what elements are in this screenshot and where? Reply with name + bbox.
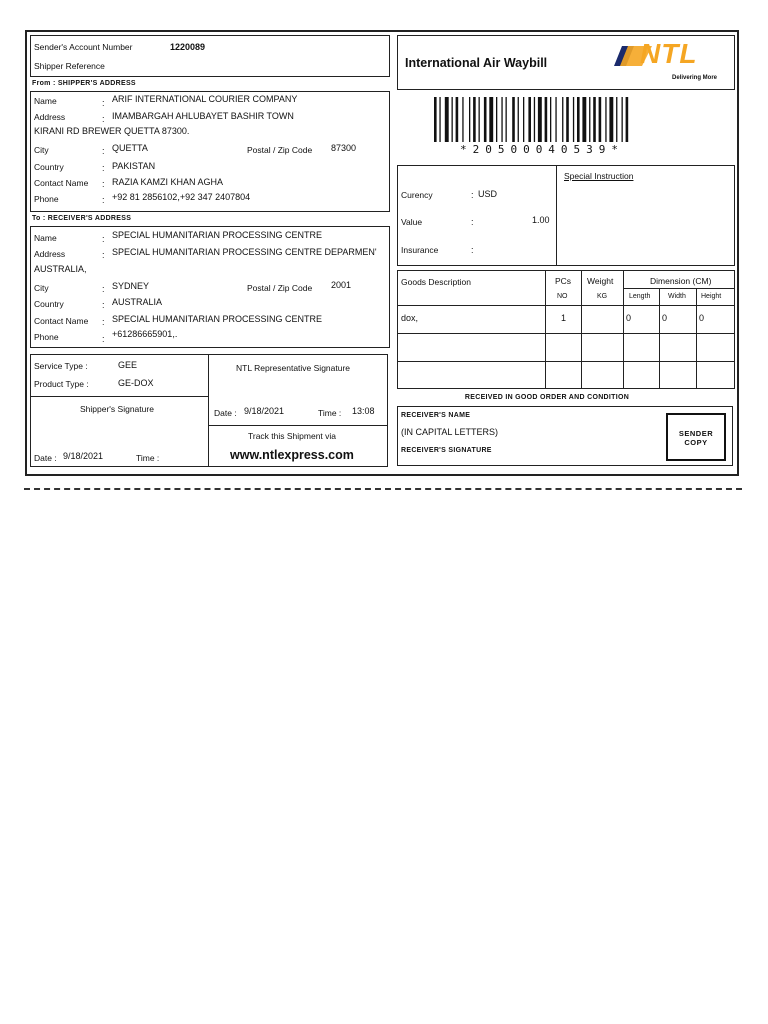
receiver-phone: +61286665901,. [112, 329, 178, 339]
rep-time-label: Time : [318, 408, 342, 418]
service-type-label: Service Type : [34, 361, 88, 371]
product-type: GE-DOX [118, 378, 154, 388]
shipper-section-title: From : SHIPPER'S ADDRESS [32, 80, 136, 87]
shipper-postal: 87300 [331, 143, 357, 153]
shipper-date: 9/18/2021 [63, 451, 104, 461]
shipper-contact: RAZIA KAMZI KHAN AGHA [112, 177, 224, 187]
account-number-value: 1220089 [170, 42, 206, 52]
goods-row1-desc: dox, [401, 313, 419, 323]
track-shipment-label: Track this Shipment via [248, 431, 337, 441]
receiver-country-label: Country [34, 299, 64, 309]
shipper-city: QUETTA [112, 143, 148, 153]
shipper-phone: +92 81 2856102,+92 347 2407804 [112, 192, 251, 202]
track-url-link[interactable]: www.ntlexpress.com [230, 448, 354, 462]
goods-row1-length: 0 [626, 313, 632, 323]
barcode-icon [432, 97, 652, 142]
currency-label: Curency [401, 190, 433, 200]
weight-unit-header: KG [597, 293, 608, 300]
receiver-contact-label: Contact Name [34, 316, 89, 326]
shipper-address-line2: KIRANI RD BREWER QUETTA 87300. [34, 126, 190, 136]
goods-description-header: Goods Description [401, 277, 471, 287]
receiver-address-line2: AUSTRALIA, [34, 264, 87, 274]
barcode-text: *20500040539* [459, 143, 625, 156]
shipper-date-label: Date : [34, 453, 57, 463]
ntl-rep-signature-label: NTL Representative Signature [236, 363, 351, 373]
goods-row1-width: 0 [662, 313, 668, 323]
shipper-time-label: Time : [136, 453, 160, 463]
insurance-label: Insurance [401, 245, 439, 255]
goods-row1-pcs: 1 [561, 313, 567, 323]
rep-date: 9/18/2021 [244, 406, 285, 416]
received-title: RECEIVED IN GOOD ORDER AND CONDITION [464, 394, 630, 401]
receiver-signature-label: RECEIVER'S SIGNATURE [401, 447, 492, 454]
shipper-address-label: Address [34, 112, 66, 122]
product-type-label: Product Type : [34, 379, 89, 389]
shipper-country: PAKISTAN [112, 161, 156, 171]
height-header: Height [701, 293, 722, 300]
waybill-title: International Air Waybill [405, 56, 548, 70]
pcs-unit-header: NO [557, 293, 568, 300]
shipper-name: ARIF INTERNATIONAL COURIER COMPANY [112, 94, 298, 104]
value-label: Value [401, 217, 423, 227]
shipper-postal-label: Postal / Zip Code [247, 145, 313, 155]
pcs-header: PCs [555, 276, 572, 286]
shipper-address-line1: IMAMBARGAH AHLUBAYET BASHIR TOWN [112, 111, 294, 121]
receiver-phone-label: Phone [34, 332, 59, 342]
shipper-country-label: Country [34, 162, 64, 172]
shipper-reference-label: Shipper Reference [34, 61, 105, 71]
shipper-city-label: City [34, 145, 49, 155]
sender-copy-line1: SENDER [678, 429, 714, 438]
receiver-address-label: Address [34, 249, 66, 259]
capital-letters-label: (IN CAPITAL LETTERS) [401, 427, 499, 437]
shipper-contact-label: Contact Name [34, 178, 89, 188]
cut-line [24, 488, 742, 490]
receiver-name-label: RECEIVER'S NAME [401, 412, 471, 419]
length-header: Length [629, 293, 651, 300]
rep-date-label: Date : [214, 408, 237, 418]
receiver-section-title: To : RECEIVER'S ADDRESS [32, 215, 132, 222]
width-header: Width [668, 293, 686, 300]
weight-header: Weight [587, 276, 614, 286]
receiver-country: AUSTRALIA [112, 297, 163, 307]
shipper-phone-label: Phone [34, 194, 59, 204]
account-number-label: Sender's Account Number [34, 42, 133, 52]
shipper-name-label: Name [34, 96, 57, 106]
sender-copy-stamp [666, 413, 726, 461]
receiver-name: SPECIAL HUMANITARIAN PROCESSING CENTRE [112, 230, 323, 240]
receiver-postal: 2001 [331, 280, 352, 290]
receiver-postal-label: Postal / Zip Code [247, 283, 313, 293]
goods-row1-height: 0 [699, 313, 705, 323]
shipper-signature-label: Shipper's Signature [80, 404, 154, 414]
receiver-address-line1: SPECIAL HUMANITARIAN PROCESSING CENTRE DEPARMEN' [112, 247, 377, 257]
ntl-tagline: Delivering More [672, 75, 718, 81]
special-instruction-label: Special Instruction [564, 171, 634, 181]
receiver-contact: SPECIAL HUMANITARIAN PROCESSING CENTRE [112, 314, 323, 324]
currency-value: USD [478, 189, 498, 199]
receiver-city: SYDNEY [112, 281, 150, 291]
receiver-city-label: City [34, 283, 49, 293]
rep-time: 13:08 [352, 406, 375, 416]
declared-value: 1.00 [532, 215, 550, 225]
ntl-logo-text: NTL [640, 38, 698, 69]
service-type: GEE [118, 360, 138, 370]
receiver-name-label: Name [34, 233, 57, 243]
sender-copy-line2: COPY [684, 438, 708, 447]
dimension-header: Dimension (CM) [650, 276, 712, 286]
